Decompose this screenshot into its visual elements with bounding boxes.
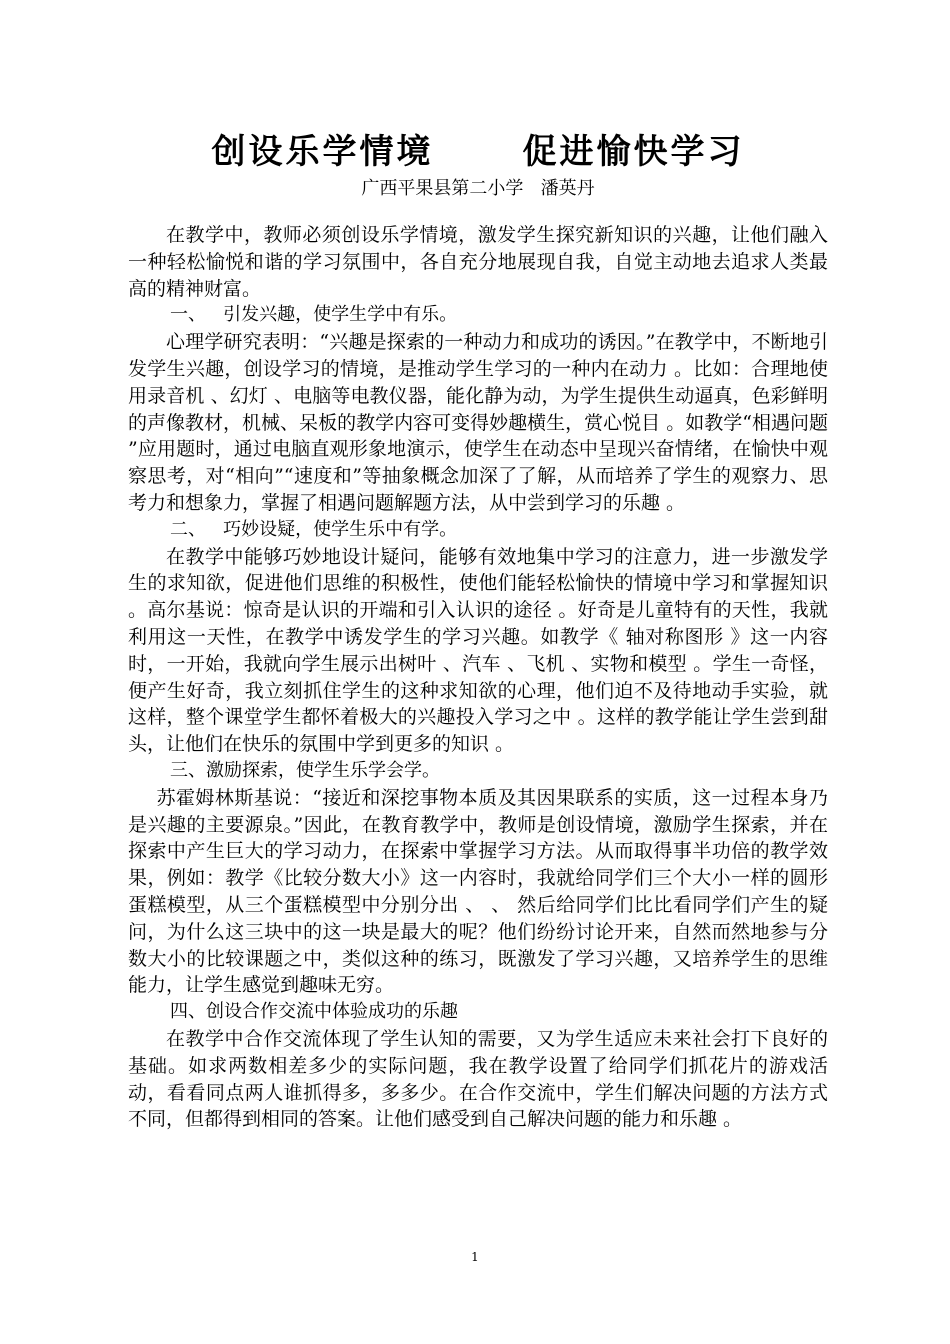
section-heading: 三、激励探索，使学生乐学会学。 [170, 759, 440, 781]
section-paragraph: 在教学中能够巧妙地设计疑问，能够有效地集中学习的注意力，进一步激发学生的求知欲，促进他们思维的积极性，使他们能轻松愉快的情境中学习和掌握知识 。高尔基说：惊奇是认识的开端和引入认识的途径 。好奇是儿童特有的天性，我就利用这一天性，在教学中诱发学生的学习兴趣。如教学《 轴对称图形 》这一内容时，一开始，我就向学生展示出树叶 、汽车 、飞机 、实物和模型 。学生一奇怪，便产生好奇，我立刻抓住学生的这种求知欲的心理，他们迫不及待地动手实验，就这样，整个课堂学生都怀着极大的兴趣投入学习之中 。这样的教学能让学生尝到甜头，让他们在快乐的氛围中学到更多的知识 。 [128, 545, 828, 756]
document-page [128, 128, 828, 1133]
section-heading: 二、 巧妙设疑，使学生乐中有学。 [170, 518, 458, 540]
page-number: 1 [471, 1250, 479, 1264]
section-paragraph: 苏霍姆林斯基说：“接近和深挖事物本质及其因果联系的实质，这一过程本身乃是兴趣的主要源泉。”因此，在教育教学中，教师是创设情境，激励学生探索，并在探索中产生巨大的学习动力，在探索中掌握学习方法。从而取得事半功倍的教学效果，例如：教学《比较分数大小》这一内容时，我就给同学们三个大小一样的圆形蛋糕模型，从三个蛋糕模型中分别分出 、 、 然后给同学们比比看同学们产生的疑问，为什么这三块中的这一块是最大的呢？他们纷纷讨论开来，自然而然地参与分数大小的比较课题之中，类似这种的练习，既激发了学习兴趣，又培养学生的思维能力，让学生感觉到趣味无穷。 [128, 786, 828, 997]
section-paragraph: 在教学中合作交流体现了学生认知的需要，又为学生适应未来社会打下良好的基础。如求两数相差多少的实际问题，我在教学设置了给同学们抓花片的游戏活动，看看同点两人谁抓得多，多多少。在合作交流中，学生们解决问题的方法方式不同，但都得到相同的答案。让他们感受到自己解决问题的能力和乐趣 。 [128, 1027, 828, 1131]
author-line: 广西平果县第二小学 潘英丹 [361, 178, 595, 199]
section-paragraph: 心理学研究表明：“兴趣是探索的一种动力和成功的诱因。”在教学中，不断地引发学生兴趣，创设学习的情境，是推动学生学习的一种内在动力 。比如：合理地使用录音机 、幻灯 、电脑等电教仪器，能化静为动，为学生提供生动逼真，色彩鲜明的声像教材，机械、呆板的教学内容可变得妙趣横生，赏心悦目 。如教学“相遇问题 ”应用题时，通过电脑直观形象地演示，使学生在动态中呈现兴奋情绪，在愉快中观察思考，对“相向”“速度和”等抽象概念加深了了解，从而培养了学生的观察力、思考力和想象力，掌握了相遇问题解题方法，从中尝到学习的乐趣 。 [128, 331, 828, 514]
document-title: 创设乐学情境 促进愉快学习 [211, 132, 745, 172]
intro-paragraph: 在教学中，教师必须创设乐学情境，激发学生探究新知识的兴趣，让他们融入一种轻松愉悦和谐的学习氛围中，各自充分地展现自我，自觉主动地去追求人类最高的精神财富。 [128, 224, 828, 300]
section-heading: 一、 引发兴趣，使学生学中有乐。 [170, 304, 458, 326]
section-heading: 四、创设合作交流中体验成功的乐趣 [170, 1001, 458, 1023]
